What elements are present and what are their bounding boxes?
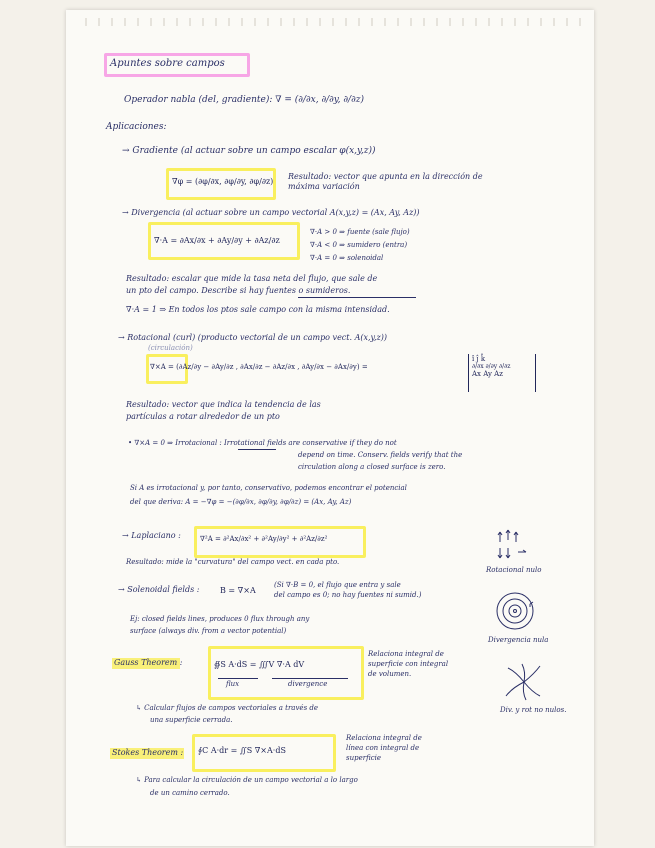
stokes-side-1: Relaciona integral de [346, 734, 422, 742]
rotacional-resultado-1: Resultado: vector que indica la tendencia de las [126, 400, 321, 409]
irrotacional-2: depend on time. Conserv. fields verify that the [298, 451, 463, 459]
stokes-heading: Stokes Theorem : [112, 748, 184, 757]
stokes-side-3: superficie [346, 754, 382, 762]
sketch-label-both: Div. y rot no nulos. [500, 706, 567, 714]
rotacional-sub: (circulación) [148, 344, 193, 352]
solenoidal-formula: B = ∇×A [220, 586, 256, 595]
divergencia-note: ∇·A = 1 ⇒ En todos los ptos sale campo con la misma intensidad. [126, 305, 390, 314]
sketch-label-div: Divergencia nula [488, 636, 549, 644]
gradiente-resultado: Resultado: vector que apunta en la dirección de máxima variación [288, 172, 483, 191]
rotacional-nulo-sketch-icon [494, 528, 534, 562]
divergencia-nula-sketch-icon [494, 590, 536, 632]
notebook-page [66, 10, 594, 846]
matrix-row-2: ∂/∂x ∂/∂y ∂/∂z [472, 363, 511, 370]
stokes-text-2: de un camino cerrado. [150, 789, 230, 797]
divergencia-case-1: ∇·A > 0 ⇒ fuente (sale flujo) [310, 228, 410, 236]
gauss-formula: ∯S A·dS = ∭V ∇·A dV [214, 660, 305, 669]
stokes-side-2: línea con integral de [346, 744, 420, 752]
gauss-div-underline [272, 678, 348, 679]
gauss-side-1: Relaciona integral de [368, 650, 444, 658]
divergencia-underline [298, 297, 416, 298]
matrix-row-3: Ax Ay Az [472, 370, 503, 378]
page-title: Apuntes sobre campos [110, 58, 225, 69]
divergencia-formula: ∇·A = ∂Ax/∂x + ∂Ay/∂y + ∂Az/∂z [154, 236, 280, 245]
gauss-side-3: de volumen. [368, 670, 412, 678]
potencial-1: Si A es irrotacional y, por tanto, conservativo, podemos encontrar el potencial [130, 484, 407, 492]
gauss-text-1: ↳ Calcular flujos de campos vectoriales a través de [136, 704, 319, 712]
nabla-definition: Operador nabla (del, gradiente): ∇ = (∂/∂x, ∂/∂y, ∂/∂z) [124, 95, 364, 105]
sketch-label-rot: Rotacional nulo [486, 566, 542, 574]
gauss-label-div: divergence [288, 680, 328, 688]
laplaciano-formula: ∇²A = ∂²Ax/∂x² + ∂²Ay/∂y² + ∂²Az/∂z² [200, 535, 328, 543]
irrotacional-3: circulation along a closed surface is zero. [298, 463, 446, 471]
stokes-formula: ∮C A·dr = ∬S ∇×A·dS [198, 746, 286, 755]
gradiente-heading: → Gradiente (al actuar sobre un campo escalar φ(x,y,z)) [122, 146, 376, 156]
laplaciano-heading: → Laplaciano : [122, 531, 181, 540]
rotacional-matrix [468, 354, 536, 392]
solenoidal-text-2: surface (always div. from a vector potential) [130, 627, 287, 635]
gauss-heading: Gauss Theorem : [114, 658, 183, 667]
laplaciano-resultado: Resultado: mide la "curvatura" del campo vect. en cada pto. [126, 558, 340, 566]
irrotacional-1: • ∇×A = 0 ⇒ Irrotacional : Irrotational fields are conservative if they do not [128, 439, 397, 447]
irrotacional-underline [238, 449, 276, 450]
gauss-label-flux: flux [226, 680, 240, 688]
divergencia-resultado-1: Resultado: escalar que mide la tasa neta del flujo, que sale de [126, 274, 378, 283]
divergencia-heading: → Divergencia (al actuar sobre un campo vectorial A(x,y,z) = (Ax, Ay, Az)) [122, 208, 420, 217]
matrix-row-1: î ĵ k̂ [472, 355, 486, 363]
rotacional-heading: → Rotacional (curl) (producto vectorial de un campo vect. A(x,y,z)) [118, 333, 387, 342]
solenoidal-note-2: del campo es 0; no hay fuentes ni sumid.) [274, 591, 422, 599]
divergencia-case-3: ∇·A = 0 ⇒ solenoidal [310, 254, 384, 262]
gauss-formula-box [208, 646, 364, 700]
rotacional-formula: ∇×A = (∂Az/∂y − ∂Ay/∂z , ∂Ax/∂z − ∂Az/∂x , ∂Ay/∂x − ∂Ax/∂y) = [150, 363, 368, 371]
solenoidal-heading: → Solenoidal fields : [118, 585, 200, 594]
solenoidal-text-1: Ej: closed fields lines, produces 0 flux through any [130, 615, 310, 623]
rotacional-resultado-2: partículas a rotar alrededor de un pto [126, 412, 280, 421]
divergencia-case-2: ∇·A < 0 ⇒ sumidero (entra) [310, 241, 408, 249]
gradiente-formula: ∇φ = (∂φ/∂x, ∂φ/∂y, ∂φ/∂z) [172, 177, 274, 186]
page-perforation [74, 18, 582, 26]
gauss-side-2: superficie con integral [368, 660, 449, 668]
potencial-2: del que deriva: A = −∇φ = −(∂φ/∂x, ∂φ/∂y, ∂φ/∂z) = (Ax, Ay, Az) [130, 498, 352, 506]
gauss-flux-underline [218, 678, 258, 679]
aplicaciones-heading: Aplicaciones: [106, 122, 167, 132]
div-rot-no-nulos-sketch-icon [502, 662, 546, 702]
gauss-text-2: una superficie cerrada. [150, 716, 233, 724]
solenoidal-note-1: (Si ∇·B = 0, el flujo que entra y sale [274, 581, 401, 589]
divergencia-resultado-2: un pto del campo. Describe si hay fuentes o sumideros. [126, 286, 351, 295]
stokes-text-1: ↳ Para calcular la circulación de un campo vectorial a lo largo [136, 776, 358, 784]
